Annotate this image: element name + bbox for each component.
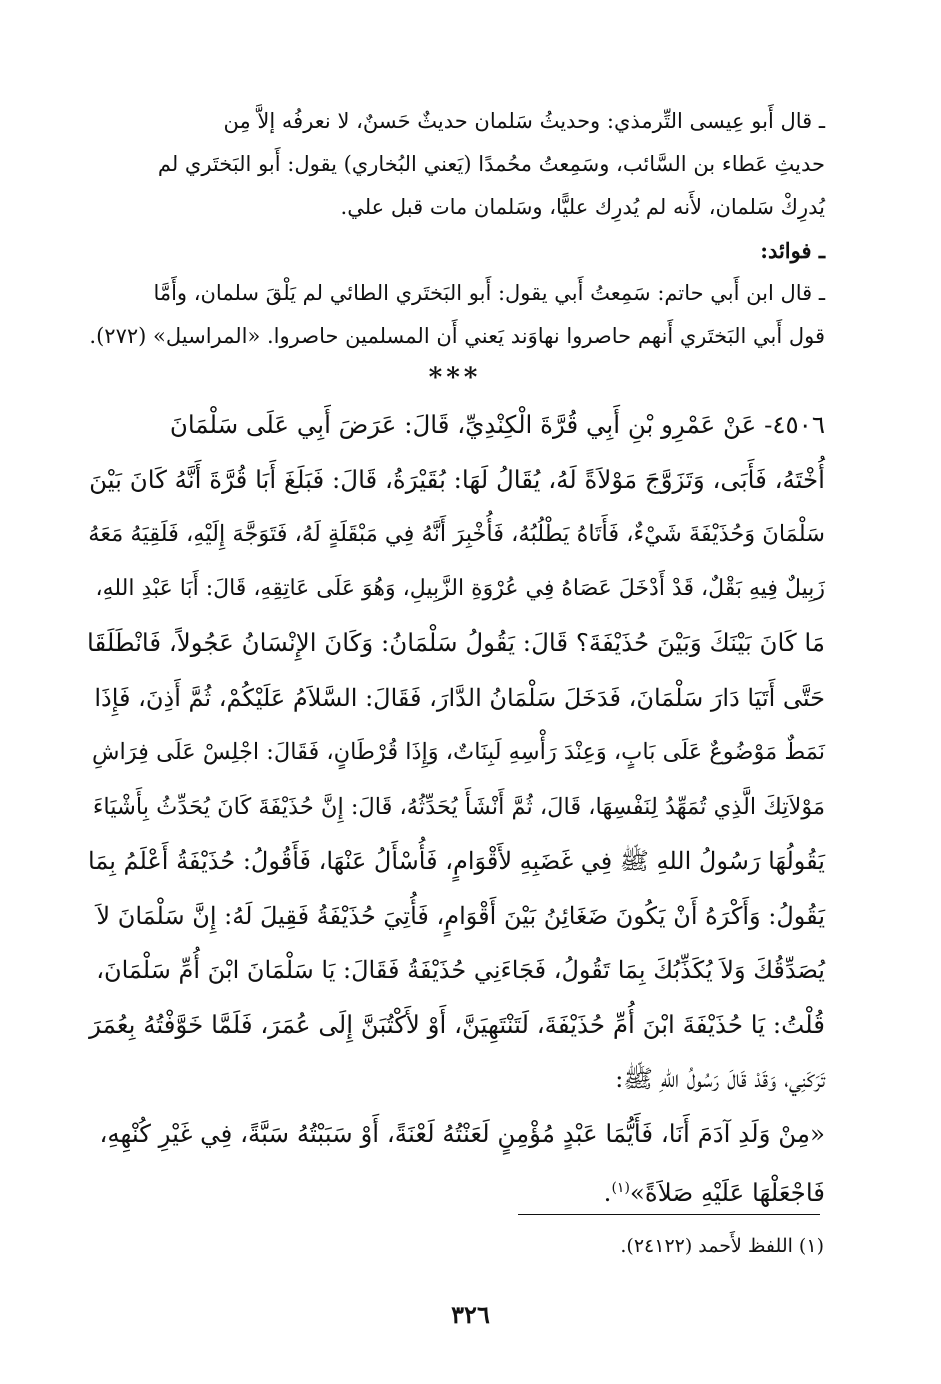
commentary-line: قول أَبي البَختَري أَنهم حاصروا نهاوَند يَعني أَن المسلمين حاصروا. «المراسيل» (٢٧٢). bbox=[89, 324, 825, 348]
hadith-text bbox=[85, 398, 825, 1107]
prophetic-quote bbox=[85, 1107, 825, 1216]
quote-line-text: فَاجْعَلْهَا عَلَيْهِ صَلاَةً» bbox=[629, 1178, 825, 1208]
hadith-line: يَقُولُهَا رَسُولُ اللهِ ﷺ فِي غَضَبِهِ لأَقْوَامٍ، فَأُسْأَلُ عَنْهَا، فَأَقُولُ: حُذَيْفَةُ أَعْلَمُ بِمَا bbox=[88, 847, 825, 875]
hadith-line: مَا كَانَ بَيْنَكَ وَبَيْنَ حُذَيْفَةَ؟ قَالَ: يَقُولُ سَلْمَانُ: وَكَانَ الإِنْسَانُ عَجُولاً، فَانْطَلَقَا bbox=[87, 628, 825, 657]
hadith-line: يَقُولُ: وَأَكْرَهُ أَنْ يَكُونَ ضَغَائِنُ بَيْنَ أَقْوَامٍ، فَأُتِيَ حُذَيْفَةُ فَقِيلَ لَهُ: إِنَّ سَلْمَانَ لاَ bbox=[96, 901, 825, 930]
fawaid-heading: ـ فوائد: bbox=[760, 238, 825, 263]
commentary-line: ـ قال ابن أَبي حاتم: سَمِعتُ أَبي يقول: أَبو البَختَري الطائي لم يَلْقَ سلمان، وأَمَّا bbox=[153, 281, 825, 305]
commentary-line: ـ قال أَبو عِيسى التِّرمذي: وحديثُ سَلمان حديثٌ حَسنٌ، لا نعرفُه إلاَّ مِن bbox=[223, 109, 825, 133]
hadith-line: حَتَّى أَتَيَا دَارَ سَلْمَانَ، فَدَخَلَ سَلْمَانُ الدَّارَ، فَقَالَ: السَّلاَمُ عَلَيْكُمْ، ثُمَّ أَذِنَ، فَإِذَا bbox=[94, 683, 825, 712]
hadith-line: ٤٥٠٦- عَنْ عَمْرِو بْنِ أَبِي قُرَّةَ الْكِنْدِيِّ، قَالَ: عَرَضَ أَبِي عَلَى سَلْمَانَ bbox=[169, 410, 825, 439]
hadith-line: قُلْتُ: يَا حُذَيْفَةَ ابْنَ أُمِّ حُذَيْفَةَ، لَتَنْتَهِيَنَّ، أَوْ لأَكْتُبَنَّ إِلَى عُمَرَ، فَلَمَّا خَوَّفْتُهُ بِعُمَرَ bbox=[89, 1009, 825, 1039]
hadith-line: يُصَدِّقُكَ وَلاَ يُكَذِّبُكَ بِمَا تَقُولُ، فَجَاءَنِي حُذَيْفَةُ فَقَالَ: يَا سَلْمَانَ ابْنَ أُمِّ سَلْمَانَ، bbox=[96, 956, 825, 984]
footnote-marker[interactable]: (١) bbox=[611, 1180, 630, 1196]
hadith-line: مَوْلاَتِكَ الَّذِي تُمَهِّدُ لِنَفْسِهَا، قَالَ، ثُمَّ أَنْشَأَ يُحَدِّثُهُ، قَالَ: إِنَّ حُذَيْفَةَ كَانَ يُحَدِّثُ بِأَشْيَاءَ bbox=[92, 793, 825, 820]
hadith-line: أُخْتَهُ، فَأَبَى، وَتَزَوَّجَ مَوْلاَةً لَهُ، يُقَالُ لَهَا: بُقَيْرَةُ، قَالَ: فَبَلَغَ أَبَا قُرَّةَ أَنَّهُ كَانَ بَيْنَ bbox=[89, 464, 825, 494]
quote-line: «مِنْ وَلَدِ آدَمَ أَنَا، فَأَيُّمَا عَبْدٍ مُؤْمِنٍ لَعَنْتُهُ لَعْنَةً، أَوْ سَبَبْتُهُ سَبَّةً، فِي غَيْرِ كُنْهِهِ، bbox=[99, 1118, 825, 1148]
footnote: (١) اللفظ لأَحمد (٢٤١٢٢). bbox=[620, 1235, 824, 1257]
hadith-line: نَمَطٌ مَوْضُوعٌ عَلَى بَابٍ، وَعِنْدَ رَأْسِهِ لَبِنَاتٌ، وَإِذَا قُرْطَانٍ، فَقَالَ: اجْلِسْ عَلَى فِرَاشِ bbox=[92, 739, 825, 765]
page-body bbox=[85, 100, 825, 1216]
hadith-line: تَرَكَنِي، وَقَدْ قَالَ رَسُولُ اللهِ ﷺ: bbox=[615, 1064, 825, 1093]
commentary-section bbox=[85, 100, 825, 358]
hadith-line: زَبِيلٌ فِيهِ بَقْلٌ، قَدْ أَدْخَلَ عَصَاهُ فِي عُرْوَةِ الزَّبِيلِ، وَهُوَ عَلَى عَاتِقِهِ، قَالَ: أَبَا عَبْدِ اللهِ، bbox=[95, 575, 825, 601]
commentary-line: حديثِ عَطاء بن السَّائب، وسَمِعتُ محُمدًا (يَعني البُخاري) يقول: أَبو البَختَري لم bbox=[157, 152, 825, 176]
commentary-line: يُدرِكْ سَلمان، لأَنه لم يُدرِك عليًّا، وسَلمان مات قبل علي. bbox=[340, 195, 825, 219]
footnote-divider bbox=[518, 1214, 820, 1215]
page-number: ٣٢٦ bbox=[451, 1300, 490, 1329]
section-separator: *** bbox=[428, 363, 482, 393]
quote-line: فَاجْعَلْهَا عَلَيْهِ صَلاَةً»$^{(١)}$. bbox=[603, 1178, 825, 1208]
hadith-line: سَلْمَانَ وَحُذَيْفَةَ شَيْءٌ، فَأَتَاهُ يَطْلُبُهُ، فَأُخْبِرَ أَنَّهُ فِي مَبْقَلَةٍ لَهُ، فَتَوَجَّهَ إِلَيْهِ، فَلَقِيَهُ مَعَهُ bbox=[88, 521, 825, 547]
